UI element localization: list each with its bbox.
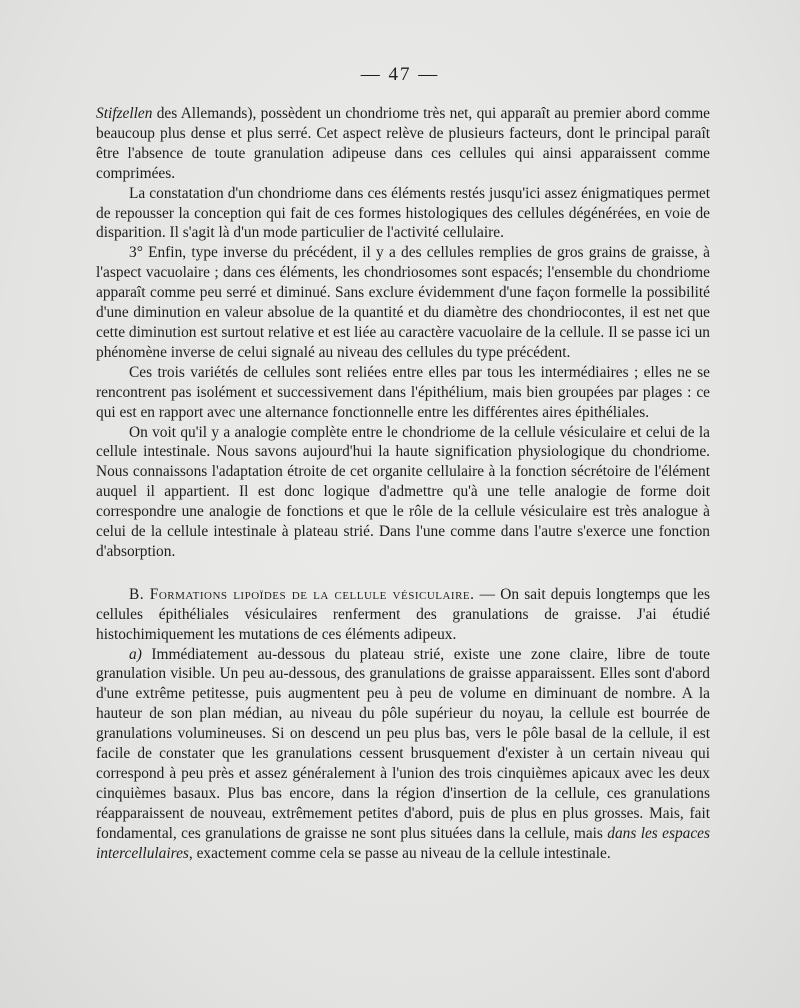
italic-term: Stifzellen: [96, 105, 153, 122]
paragraph-1: [96, 104, 710, 184]
section-b-heading: B. Formations lipoïdes de la cellule vésiculaire.: [129, 585, 475, 603]
body-text: [96, 104, 710, 864]
paragraph-5: On voit qu'il y a analogie complète entre le chondriome de la cellule vésiculaire et celui de la cellule intestinale. Nous savons aujourd'hui la haute signification physiologique du chondriome. Nous connaissons l'adaptation étroite de cet organite cellulaire à la fonction sécrétoire de l'élément auquel il appartient. Il est donc logique d'admettre qu'à une telle analogie de forme doit correspondre une analogie de fonctions et que le rôle de la cellule vésiculaire est très analogue à celui de la cellule intestinale à plateau strié. Dans l'une comme dans l'autre s'exerce une fonction d'absorption.: [96, 423, 710, 560]
paragraph-a-text-2: , exactement comme cela se passe au niveau de la cellule intestinale.: [188, 844, 611, 862]
paragraph-2: La constatation d'un chondriome dans ces éléments restés jusqu'ici assez énigmatiques permet de repousser la conception qui fait de ces formes histologiques des cellules dégénérées, en voie de disparition. Il s'agit là d'un mode particulier de l'activité cellulaire.: [96, 184, 710, 242]
section-b-paragraph: [96, 585, 710, 645]
page-number: — 47 —: [360, 64, 440, 85]
item-label: a): [129, 645, 142, 663]
paragraph-1-text: des Allemands), possèdent un chondriome très net, qui apparaît au premier abord comme beaucoup plus dense et plus serré. Cet aspect relève de plusieurs facteurs, dont le principal paraît être l'absence de toute granulation adipeuse dans ces cellules qui ainsi apparaissent comme comprimées.: [96, 105, 710, 182]
paragraph-a-text-1: Immédiatement au-dessous du plateau strié, existe une zone claire, libre de toute granulation visible. Un peu au-dessous, des granulations de graisse apparaissent. Elles sont d'abord d'une extrême petitesse, puis augmentent peu à peu de volume en diminuant de nombre. A la hauteur de son plan médian, au niveau du pôle supérieur du noyau, la cellule est bourrée de granulations volumineuses. Si on descend un peu plus bas, vers le pôle basal de la cellule, il est facile de constater que les granulations cessent brusquement d'exister à un certain niveau qui correspond à peu près et assez généralement à l'union des trois cinquièmes apicaux avec les deux cinquièmes basaux. Plus bas encore, dans la région d'insertion de la cellule, ces granulations réapparaissent de nouveau, extrêmement petites d'abord, puis de plus en plus grosses. Mais, fait fondamental, ces granulations de graisse ne sont plus situées dans la cellule, mais: [96, 645, 710, 842]
paragraph-4: Ces trois variétés de cellules sont reliées entre elles par tous les intermédiaires ; elles ne se rencontrent pas isolément et successivement dans l'épithélium, mais bien groupées par plages : ce qui est en rapport avec une alternance fonctionnelle entre les différentes aires épithéliales.: [96, 363, 710, 421]
paragraph-3: 3° Enfin, type inverse du précédent, il y a des cellules remplies de gros grains de graisse, à l'aspect vacuolaire ; dans ces éléments, les chondriosomes sont espacés; l'ensemble du chondriome apparaît comme peu serré et diminué. Sans exclure évidemment d'une façon formelle la possibilité d'une diminution en valeur absolue de la quantité et du diamètre des chondriocontes, il est net que cette diminution est surtout relative et est liée au caractère vacuolaire de la cellule. Il se passe ici un phénomène inverse de celui signalé au niveau des cellules du type précédent.: [96, 244, 710, 361]
section-b-text: — On sait depuis longtemps que les cellules épithéliales vésiculaires renferment des granulations de graisse. J'ai étudié histochimiquement les mutations de ces éléments adipeux.: [96, 585, 710, 643]
italic-phrase: dans les espaces intercellulaires: [96, 824, 710, 862]
paragraph-a: [96, 645, 710, 864]
